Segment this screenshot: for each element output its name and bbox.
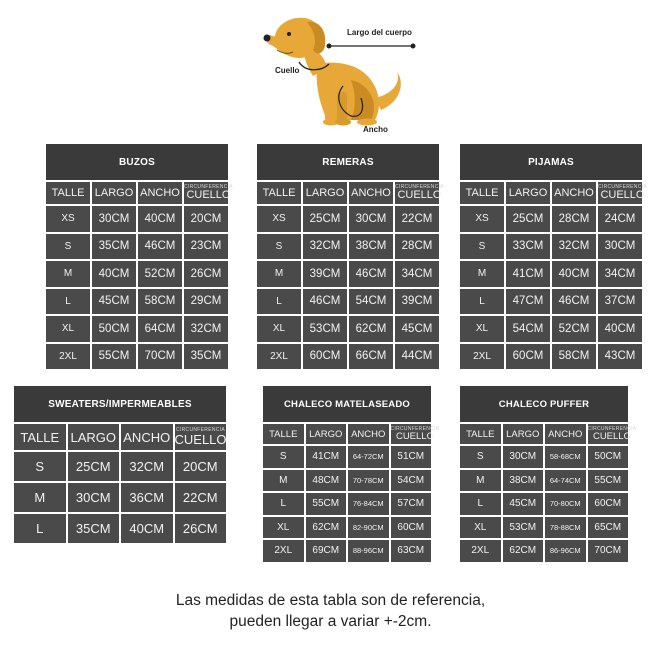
measure-cell: 45CM	[395, 316, 439, 342]
table-row	[460, 470, 628, 492]
measure-cell: 64-72CM	[348, 446, 389, 468]
size-cell: S	[46, 234, 90, 260]
column-header-largo: LARGO	[503, 424, 544, 444]
measure-cell: 25CM	[506, 206, 550, 232]
measure-cell: 36CM	[121, 483, 173, 512]
size-cell: M	[14, 483, 66, 512]
table-title: CHALECO PUFFER	[460, 386, 628, 422]
size-cell: L	[263, 493, 304, 515]
measure-cell: 39CM	[395, 289, 439, 315]
size-cell: L	[46, 289, 90, 315]
size-cell: XS	[46, 206, 90, 232]
measure-cell: 32CM	[552, 234, 596, 260]
column-header-cuello	[395, 182, 444, 204]
table-row	[46, 234, 228, 260]
neck-caption: CIRCUNFERENCIA	[395, 184, 444, 190]
measure-cell: 65CM	[588, 517, 629, 539]
measure-cell: 54CM	[506, 316, 550, 342]
measure-cell: 51CM	[391, 446, 432, 468]
column-header-cuello	[184, 182, 233, 204]
measure-cell: 30CM	[503, 446, 544, 468]
table-header-row	[460, 424, 628, 444]
measure-cell: 50CM	[588, 446, 629, 468]
table-title-row	[263, 386, 431, 422]
size-cell: XL	[257, 316, 301, 342]
measure-cell: 32CM	[303, 234, 347, 260]
table-row	[257, 316, 439, 342]
measure-cell: 40CM	[138, 206, 182, 232]
table-remeras	[255, 142, 444, 371]
measure-cell: 40CM	[121, 514, 173, 543]
size-cell: S	[14, 452, 66, 481]
size-cell: 2XL	[460, 540, 501, 562]
table-row	[460, 261, 642, 287]
size-cell: XL	[263, 517, 304, 539]
measure-cell: 50CM	[92, 316, 136, 342]
measure-cell: 53CM	[503, 517, 544, 539]
column-header-largo: LARGO	[303, 182, 347, 204]
column-header-ancho: ANCHO	[545, 424, 586, 444]
measure-cell: 60CM	[588, 493, 629, 515]
table-title: CHALECO MATELASEADO	[263, 386, 431, 422]
column-header-talle: TALLE	[14, 424, 66, 450]
measure-cell: 35CM	[68, 514, 120, 543]
neck-header-label: CUELLO	[395, 430, 434, 442]
table-buzos	[44, 142, 233, 371]
measure-cell: 34CM	[395, 261, 439, 287]
measure-cell: 53CM	[303, 316, 347, 342]
column-header-largo: LARGO	[506, 182, 550, 204]
measure-cell: 22CM	[395, 206, 439, 232]
table-title-row	[460, 386, 628, 422]
table-row	[460, 316, 642, 342]
column-header-talle: TALLE	[46, 182, 90, 204]
measure-cell: 55CM	[92, 344, 136, 370]
table-title-row	[14, 386, 226, 422]
neck-header-label: CUELLO	[174, 431, 227, 447]
column-header-ancho: ANCHO	[348, 424, 389, 444]
column-header-ancho: ANCHO	[121, 424, 173, 450]
table-row	[14, 483, 226, 512]
table-header-row	[46, 182, 228, 204]
table-row	[460, 289, 642, 315]
width-label: Ancho	[363, 125, 388, 134]
measure-cell: 47CM	[506, 289, 550, 315]
table-header-row	[263, 424, 431, 444]
measure-cell: 26CM	[175, 514, 227, 543]
table-title: SWEATERS/IMPERMEABLES	[14, 386, 226, 422]
size-cell: XL	[460, 316, 504, 342]
measure-cell: 38CM	[349, 234, 393, 260]
table-title-row	[460, 144, 642, 180]
measure-cell: 28CM	[552, 206, 596, 232]
table-row	[460, 344, 642, 370]
measure-cell: 54CM	[391, 470, 432, 492]
neck-caption: CIRCUNFERENCIA	[390, 425, 440, 432]
table-chaleco-matelaseado	[261, 384, 440, 564]
measure-cell: 46CM	[303, 289, 347, 315]
measure-cell: 26CM	[184, 261, 228, 287]
measure-cell: 39CM	[303, 261, 347, 287]
table-row	[257, 234, 439, 260]
measure-cell: 70CM	[138, 344, 182, 370]
measure-cell: 76-84CM	[348, 493, 389, 515]
footer-line-2: pueden llegar a variar +-2cm.	[229, 613, 432, 630]
neck-caption: CIRCUNFERENCIA	[176, 426, 225, 433]
column-header-talle: TALLE	[257, 182, 301, 204]
footer-line-1: Las medidas de esta tabla son de referencia,	[175, 592, 486, 609]
neck-header-stack	[598, 185, 647, 201]
measure-cell: 32CM	[121, 452, 173, 481]
measure-cell: 60CM	[391, 517, 432, 539]
size-cell: L	[14, 514, 66, 543]
measure-cell: 70CM	[588, 540, 629, 562]
column-header-largo: LARGO	[68, 424, 120, 450]
measure-cell: 45CM	[503, 493, 544, 515]
size-cell: 2XL	[263, 540, 304, 562]
measure-cell: 41CM	[306, 446, 347, 468]
measure-cell: 82-90CM	[348, 517, 389, 539]
table-row	[46, 316, 228, 342]
measure-cell: 55CM	[306, 493, 347, 515]
size-cell: L	[460, 493, 501, 515]
table-row	[460, 234, 642, 260]
measure-cell: 64CM	[138, 316, 182, 342]
column-header-cuello	[175, 424, 227, 450]
size-cell: XL	[46, 316, 90, 342]
table-title-row	[46, 144, 228, 180]
measure-cell: 44CM	[395, 344, 439, 370]
table-row	[263, 493, 431, 515]
measure-cell: 86-96CM	[545, 540, 586, 562]
size-cell: M	[460, 470, 501, 492]
measure-cell: 66CM	[349, 344, 393, 370]
measure-cell: 40CM	[552, 261, 596, 287]
column-header-ancho: ANCHO	[349, 182, 393, 204]
measure-cell: 45CM	[92, 289, 136, 315]
neck-header-stack	[588, 427, 637, 442]
measure-cell: 24CM	[598, 206, 642, 232]
column-header-largo: LARGO	[92, 182, 136, 204]
table-row	[263, 540, 431, 562]
table-row	[257, 206, 439, 232]
measure-cell: 46CM	[349, 261, 393, 287]
column-header-talle: TALLE	[460, 182, 504, 204]
neck-header-stack	[391, 427, 440, 442]
measure-cell: 52CM	[552, 316, 596, 342]
table-row	[46, 206, 228, 232]
neck-caption: CIRCUNFERENCIA	[587, 425, 637, 432]
neck-header-label: CUELLO	[186, 189, 231, 201]
measure-cell: 64-74CM	[545, 470, 586, 492]
table-row	[460, 493, 628, 515]
measure-cell: 34CM	[598, 261, 642, 287]
measure-cell: 88-96CM	[348, 540, 389, 562]
measure-cell: 60CM	[303, 344, 347, 370]
measure-cell: 62CM	[306, 517, 347, 539]
dog-measurement-diagram	[255, 6, 425, 138]
measure-cell: 52CM	[138, 261, 182, 287]
measure-cell: 30CM	[598, 234, 642, 260]
column-header-cuello	[390, 424, 440, 444]
size-cell: M	[460, 261, 504, 287]
measure-cell: 28CM	[395, 234, 439, 260]
table-row	[460, 540, 628, 562]
table-title: PIJAMAS	[460, 144, 642, 180]
neck-header-stack	[395, 185, 444, 201]
measure-cell: 69CM	[306, 540, 347, 562]
size-cell: M	[46, 261, 90, 287]
table-title: BUZOS	[46, 144, 228, 180]
neck-label: Cuello	[275, 66, 300, 75]
column-header-ancho: ANCHO	[138, 182, 182, 204]
column-header-largo: LARGO	[306, 424, 347, 444]
size-cell: S	[460, 234, 504, 260]
table-title-row	[257, 144, 439, 180]
neck-caption: CIRCUNFERENCIA	[598, 184, 647, 190]
table-header-row	[460, 182, 642, 204]
measure-cell: 40CM	[598, 316, 642, 342]
size-cell: S	[460, 446, 501, 468]
column-header-cuello	[587, 424, 637, 444]
size-cell: L	[460, 289, 504, 315]
measure-cell: 25CM	[303, 206, 347, 232]
size-cell: S	[257, 234, 301, 260]
neck-header-stack	[184, 185, 233, 201]
column-header-cuello	[598, 182, 647, 204]
measure-cell: 29CM	[184, 289, 228, 315]
size-cell: 2XL	[46, 344, 90, 370]
size-cell: XS	[460, 206, 504, 232]
measure-cell: 35CM	[92, 234, 136, 260]
size-cell: 2XL	[460, 344, 504, 370]
measure-cell: 43CM	[598, 344, 642, 370]
table-row	[46, 289, 228, 315]
measure-cell: 70-80CM	[545, 493, 586, 515]
measure-cell: 40CM	[92, 261, 136, 287]
footer-note	[0, 590, 661, 632]
measure-cell: 23CM	[184, 234, 228, 260]
measure-cell: 37CM	[598, 289, 642, 315]
neck-header-stack	[175, 428, 227, 446]
measure-cell: 58CM	[552, 344, 596, 370]
size-cell: XS	[257, 206, 301, 232]
table-pijamas	[458, 142, 647, 371]
column-header-talle: TALLE	[263, 424, 304, 444]
measure-cell: 57CM	[391, 493, 432, 515]
size-cell: M	[263, 470, 304, 492]
table-row	[14, 514, 226, 543]
size-cell: XL	[460, 517, 501, 539]
measure-cell: 30CM	[92, 206, 136, 232]
measure-cell: 25CM	[68, 452, 120, 481]
table-title: REMERAS	[257, 144, 439, 180]
neck-header-label: CUELLO	[592, 430, 631, 442]
size-cell: 2XL	[257, 344, 301, 370]
body-length-label: Largo del cuerpo	[347, 28, 412, 37]
column-header-ancho: ANCHO	[552, 182, 596, 204]
measure-cell: 62CM	[349, 316, 393, 342]
measure-cell: 32CM	[184, 316, 228, 342]
size-cell: L	[257, 289, 301, 315]
measure-cell: 22CM	[175, 483, 227, 512]
size-cell: S	[263, 446, 304, 468]
measure-cell: 55CM	[588, 470, 629, 492]
table-header-row	[14, 424, 226, 450]
neck-caption: CIRCUNFERENCIA	[184, 184, 233, 190]
measure-cell: 58-68CM	[545, 446, 586, 468]
measure-cell: 20CM	[175, 452, 227, 481]
table-row	[263, 517, 431, 539]
measure-cell: 62CM	[503, 540, 544, 562]
measure-cell: 60CM	[506, 344, 550, 370]
measure-cell: 54CM	[349, 289, 393, 315]
measure-cell: 30CM	[349, 206, 393, 232]
table-row	[14, 452, 226, 481]
table-row	[257, 289, 439, 315]
table-header-row	[257, 182, 439, 204]
table-row	[257, 344, 439, 370]
neck-header-label: CUELLO	[600, 189, 645, 201]
table-row	[46, 344, 228, 370]
table-row	[460, 446, 628, 468]
measure-cell: 58CM	[138, 289, 182, 315]
table-chaleco-puffer	[458, 384, 637, 564]
measure-cell: 63CM	[391, 540, 432, 562]
neck-header-label: CUELLO	[397, 189, 442, 201]
table-sweaters-impermeables	[12, 384, 228, 545]
measure-cell: 48CM	[306, 470, 347, 492]
measure-cell: 33CM	[506, 234, 550, 260]
measure-cell: 35CM	[184, 344, 228, 370]
measure-cell: 38CM	[503, 470, 544, 492]
measure-cell: 78-88CM	[545, 517, 586, 539]
column-header-talle: TALLE	[460, 424, 501, 444]
table-row	[46, 261, 228, 287]
table-row	[460, 206, 642, 232]
measure-cell: 41CM	[506, 261, 550, 287]
table-row	[263, 470, 431, 492]
measure-cell: 20CM	[184, 206, 228, 232]
measure-cell: 30CM	[68, 483, 120, 512]
table-row	[263, 446, 431, 468]
measure-cell: 46CM	[552, 289, 596, 315]
size-cell: M	[257, 261, 301, 287]
table-row	[460, 517, 628, 539]
measure-cell: 70-78CM	[348, 470, 389, 492]
measure-cell: 46CM	[138, 234, 182, 260]
table-row	[257, 261, 439, 287]
